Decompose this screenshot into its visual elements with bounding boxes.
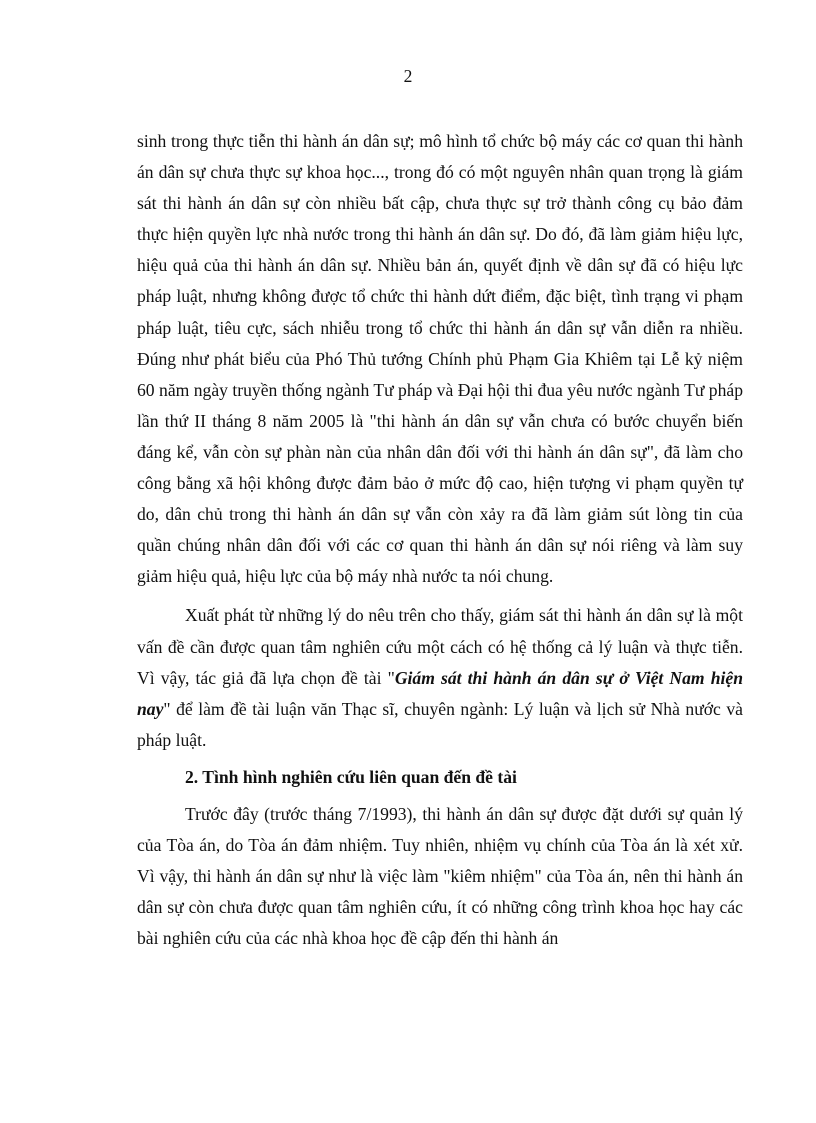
page-body xyxy=(137,126,743,954)
paragraph-continuation: sinh trong thực tiễn thi hành án dân sự; mô hình tổ chức bộ máy các cơ quan thi hành án dân sự chưa thực sự khoa học..., trong đó có một nguyên nhân quan trọng là giám sát thi hành án dân sự còn nhiều bất cập, chưa thực sự trở thành công cụ bảo đảm thực hiện quyền lực nhà nước trong thi hành án dân sự. Do đó, đã làm giảm hiệu lực, hiệu quả của thi hành án dân sự. Nhiều bản án, quyết định về dân sự đã có hiệu lực pháp luật, nhưng không được tổ chức thi hành dứt điểm, đặc biệt, tình trạng vi phạm pháp luật, tiêu cực, sách nhiễu trong tổ chức thi hành án dân sự vẫn diễn ra nhiều. Đúng như phát biểu của Phó Thủ tướng Chính phủ Phạm Gia Khiêm tại Lễ kỷ niệm 60 năm ngày truyền thống ngành Tư pháp và Đại hội thi đua yêu nước ngành Tư pháp lần thứ II tháng 8 năm 2005 là "thi hành án dân sự vẫn chưa có bước chuyển biến đáng kể, vẫn còn sự phàn nàn của nhân dân đối với thi hành án dân sự", đã làm cho công bằng xã hội không được đảm bảo ở mức độ cao, hiện tượng vi phạm quyền tự do, dân chủ trong thi hành án dân sự vẫn còn xảy ra đã làm giảm sút lòng tin của quần chúng nhân dân đối với các cơ quan thi hành án dân sự nói riêng và làm suy giảm hiệu quả, hiệu lực của bộ máy nhà nước ta nói chung. xyxy=(137,131,743,587)
paragraph-research-status: Trước đây (trước tháng 7/1993), thi hành án dân sự được đặt dưới sự quản lý của Tòa án, do Tòa án đảm nhiệm. Tuy nhiên, nhiệm vụ chính của Tòa án là xét xử. Vì vậy, thi hành án dân sự như là việc làm "kiêm nhiệm" của Tòa án, nên thi hành án dân sự còn chưa được quan tâm nghiên cứu, ít có những công trình khoa học hay các bài nghiên cứu của các nhà khoa học đề cập đến thi hành án xyxy=(137,803,743,949)
thesis-title: Giám sát thi hành án dân sự ở Việt Nam hiện nay xyxy=(137,667,743,719)
section-heading: 2. Tình hình nghiên cứu liên quan đến đề tài xyxy=(185,766,517,787)
paragraph-spacer xyxy=(137,592,743,600)
paragraph-text: Xuất phát từ những lý do nêu trên cho thấy, giám sát thi hành án dân sự là một vấn đề cần được quan tâm nghiên cứu một cách có hệ thống cả lý luận và thực tiễn. Vì vậy, tác giả đã lựa chọn đề tài " xyxy=(137,605,743,688)
page-number: 2 xyxy=(403,66,413,86)
paragraph-text: " để làm đề tài luận văn Thạc sĩ, chuyên ngành: Lý luận và lịch sử Nhà nước và pháp luật. xyxy=(137,698,743,750)
paragraph-thesis-topic xyxy=(137,600,743,755)
